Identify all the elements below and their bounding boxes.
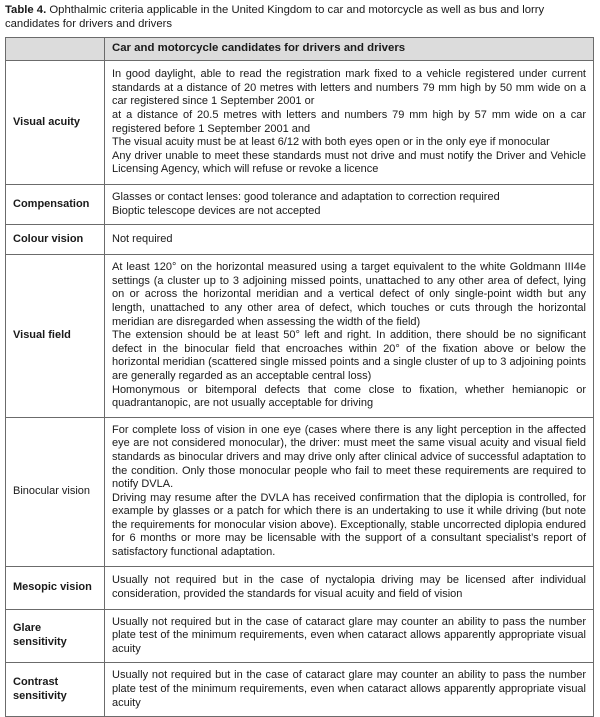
table-caption-text: Ophthalmic criteria applicable in the United Kingdom to car and motorcycle as well as bus and lorry candidates for drivers and drivers: [5, 4, 545, 30]
table-header-row: [6, 38, 594, 61]
criterion-label: Compensation: [6, 185, 105, 225]
table-row-colour-vision: [6, 225, 594, 255]
criterion-label: Mesopic vision: [6, 566, 105, 609]
criterion-description: [105, 255, 594, 418]
description-line: Glasses or contact lenses: good tolerance and adaptation to correction required: [112, 191, 500, 203]
description-line: The extension should be at least 50° left and right. In addition, there should be no significant defect in the binocular field that encroaches within 20° of the fixation above or below the horizontal meridian (scattered single missed points and a single cluster of up to 3 adjoining points are generally regarded as an acceptable central loss): [112, 329, 586, 382]
description-line: In good daylight, able to read the registration mark fixed to a vehicle registered under current standards at a distance of 20 metres with letters and numbers 79 mm high by 50 mm wide on a car registered since 1 September 2001 or: [112, 68, 586, 108]
ophthalmic-criteria-table: [5, 37, 594, 717]
description-line: Not required: [112, 232, 173, 245]
criterion-description: [105, 61, 594, 185]
table-row-mesopic-vision: [6, 566, 594, 609]
criterion-label: Contrast sensitivity: [6, 663, 105, 717]
criterion-label: Colour vision: [6, 225, 105, 255]
table-caption-label: Table 4.: [5, 4, 47, 16]
description-line: The visual acuity must be at least 6/12 with both eyes open or in the only eye if monocular: [112, 136, 550, 149]
criterion-description: [105, 185, 594, 225]
description-line: For complete loss of vision in one eye (cases where there is any light perception in the affected eye are not considered monocular), the driver: must meet the same visual acuity and visual field standards as binocular drivers and may drive only after clinical advice of successful adaptation to the condition. Only those monocular people who fail to meet these requirements are required to notify DVLA.: [112, 423, 586, 491]
header-criterion-column: [6, 38, 105, 61]
criterion-label: Visual field: [6, 255, 105, 418]
description-line: Usually not required but in the case of nyctalopia driving may be licensed after individual consideration, provided the standards for visual acuity and field of vision: [112, 574, 586, 600]
criterion-description: [105, 663, 594, 717]
criterion-label: Visual acuity: [6, 61, 105, 185]
description-line: Usually not required but in the case of cataract glare may counter an ability to pass the number plate test of the minimum requirements, even when cataract allows apparently appropriate visual acuity: [112, 615, 586, 655]
header-car-motorcycle-column: Car and motorcycle candidates for drivers and drivers: [105, 38, 594, 61]
description-line: At least 120° on the horizontal measured using a target equivalent to the white Goldmann III4e settings (a cluster up to 3 adjoining missed points, unattached to any other area of defect, lying on or across the horizontal meridian and a vertical defect of only single-point width but any length, unattached to any other area of defect, which touches or cuts through the horizontal meridian are disregarded when assessing the width of the field): [112, 261, 586, 328]
table-row-contrast-sensitivity: [6, 663, 594, 717]
criterion-description: [105, 225, 594, 255]
description-line: at a distance of 20.5 metres with letters and numbers 79 mm high by 57 mm wide on a car registered before 1 September 2001 and: [112, 108, 586, 135]
description-line: Driving may resume after the DVLA has received confirmation that the diplopia is controlled, for example by glasses or a patch for which there is an undertaking to use it while driving (but note the requirements for monocular vision above). Exceptionally, stable uncorrected diplopia endured for 6 months or more may be licensable with the support of a consultant specialist’s report of satisfactory functional adaptation.: [112, 491, 586, 559]
table-row-compensation: [6, 185, 594, 225]
criterion-label: Binocular vision: [6, 417, 105, 566]
table-caption: [5, 3, 597, 31]
table-row-binocular-vision: [6, 417, 594, 566]
criterion-description: [105, 609, 594, 663]
description-line: Homonymous or bitemporal defects that come close to fixation, whether hemianopic or quadrantanopic, are not usually acceptable for driving: [112, 383, 586, 410]
criterion-description: [105, 566, 594, 609]
criterion-description: [105, 417, 594, 566]
description-line: Any driver unable to meet these standards must not drive and must notify the Driver and Vehicle Licensing Agency, which will refuse or revoke a licence: [112, 149, 586, 176]
criterion-label: Glare sensitivity: [6, 609, 105, 663]
table-row-visual-acuity: [6, 61, 594, 185]
table-row-glare-sensitivity: [6, 609, 594, 663]
description-line: Usually not required but in the case of cataract glare may counter an ability to pass the number plate test of the minimum requirements, even when cataract allows apparently appropriate visual acuity: [112, 669, 586, 709]
description-line: Bioptic telescope devices are not accepted: [112, 204, 321, 217]
table-row-visual-field: [6, 255, 594, 418]
